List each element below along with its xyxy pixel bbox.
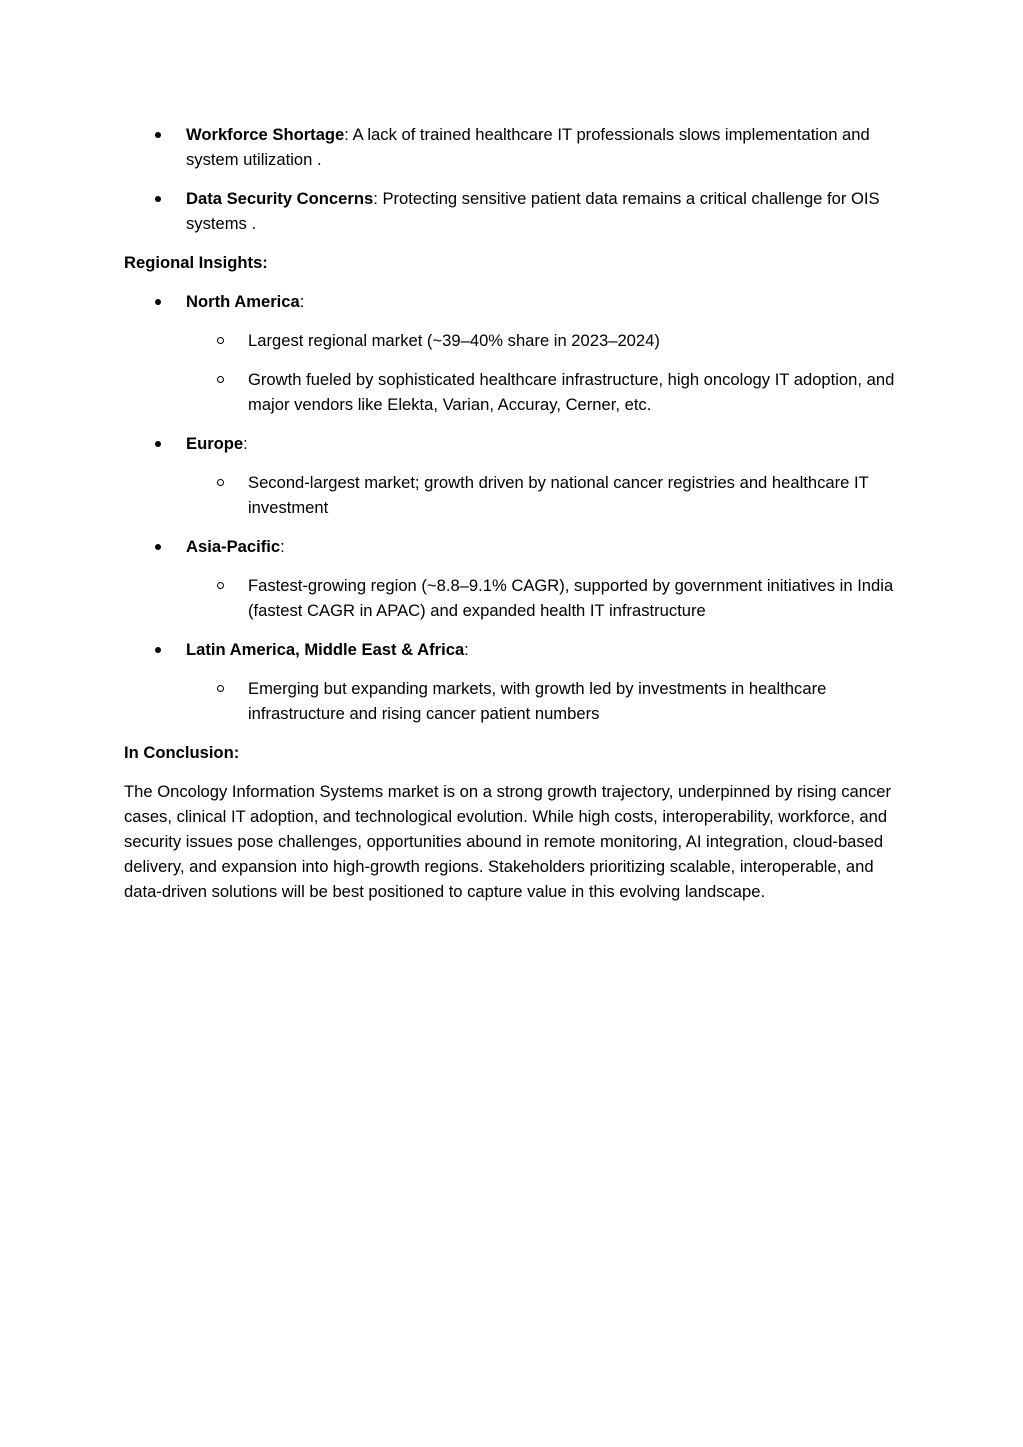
section-heading-regional-insights: Regional Insights: [124,253,268,272]
conclusion-paragraph: The Oncology Information Systems market is on a strong growth trajectory, underpinned by rising cancer cases, clinical IT adoption, and technological evolution. While high costs, interoperability, workforce, and security issues pose challenges, opportunities abound in remote monitoring, AI integration, cloud-based delivery, and expansion into high-growth regions. Stakeholders prioritizing scalable, interoperable, and data-driven solutions will be best positioned to capture value in this evolving landscape. [124,782,892,901]
sub-list-item [124,367,899,417]
document-body [124,122,899,904]
hollow-bullet-icon [217,479,224,486]
bullet-icon [155,196,161,202]
region-suffix: : [464,640,469,659]
region-item-north-america [124,289,899,314]
region-item-latam-mea [124,637,899,662]
hollow-bullet-icon [217,337,224,344]
sub-list-item-text: Emerging but expanding markets, with growth led by investments in healthcare infrastructure and rising cancer patient numbers [248,679,827,723]
hollow-bullet-icon [217,376,224,383]
region-name: Asia-Pacific [186,537,281,556]
list-item [124,186,899,236]
list-item-term: Data Security Concerns [186,189,374,208]
sub-list-item [124,573,899,623]
region-item-asia-pacific [124,534,899,559]
region-name: Latin America, Middle East & Africa [186,640,465,659]
sub-list-item [124,328,899,353]
region-suffix: : [299,292,305,311]
section-heading-conclusion: In Conclusion: [124,743,240,762]
sub-list-item-text: Largest regional market (~39–40% share in 2023–2024) [248,331,660,350]
sub-list-item-text: Growth fueled by sophisticated healthcare infrastructure, high oncology IT adoption, and major vendors like Elekta, Varian, Accuray, Cerner, etc. [248,370,895,414]
bullet-icon [155,299,161,305]
list-item [124,122,899,172]
list-item-text: : A lack of trained healthcare IT professionals slows implementation and system utilization . [186,125,870,169]
hollow-bullet-icon [217,685,224,692]
region-suffix: : [280,537,285,556]
hollow-bullet-icon [217,582,224,589]
sub-list-item-text: Second-largest market; growth driven by national cancer registries and healthcare IT investment [248,473,869,517]
list-item-text: : Protecting sensitive patient data remains a critical challenge for OIS systems . [186,189,880,233]
region-name: North America [186,292,300,311]
sub-list-item-text: Fastest-growing region (~8.8–9.1% CAGR), supported by government initiatives in India (fastest CAGR in APAC) and expanded health IT infrastructure [248,576,894,620]
list-item-term: Workforce Shortage [186,125,345,144]
bullet-icon [155,647,161,653]
region-name: Europe [186,434,244,453]
bullet-icon [155,441,161,447]
bullet-icon [155,544,161,550]
sub-list-item [124,470,899,520]
region-suffix: : [243,434,248,453]
bullet-icon [155,132,161,138]
sub-list-item [124,676,899,726]
region-item-europe [124,431,899,456]
